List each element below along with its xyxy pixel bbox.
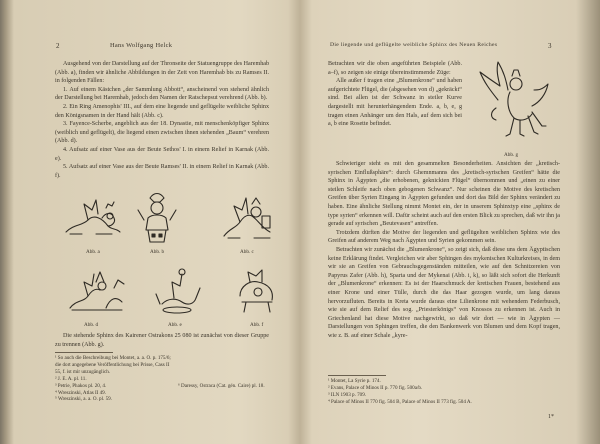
caption-abb-d: Abb. d (84, 322, 99, 328)
paragraph: 5. Aufsatz auf einer Vase aus der Beute Ramses' II. in einem Relief in Karnak (Abb. f). (55, 164, 269, 179)
footnote-rule (328, 375, 386, 376)
footnote: ¹ Montet, La Syrie p. 174. (328, 378, 381, 384)
figure-abb-e (152, 264, 202, 318)
left-page (18, 0, 290, 444)
figure-abb-f (232, 266, 282, 316)
paragraph: Betrachten wir zunächst die „Blumenkrone“, so zeigt sich, daß diese uns dem Ägyptischen keine Erklärung findet. Vergleichen wir aber Sphingen des mykenischen Kulturkreises, in dem wir sie an Greifen von Gebrauchsgegenständen mitteilen, wie auf den Schnitzereien von Papyrus Zafer (Abb. h), Sparta und der Mykenai (Abb. i, k), so läßt sich sofort die Herkunft der „Blumenkrone“ erkennen: Es ist der Haarschmuck der kretischen Frauen, bestehend aus einer Krone und einer Tülle, durch die das Haar gezogen wurde, um lang daraus hervorzufluten. Bereits in Kreta wurde daraus eine Lilienkrone mit wehendem Federbusch, wie sie auf dem Relief des sog. „Priesterkönigs“ von Knossos zu erkennen ist. Auch in Griechenland hat diese Motive nachgewirkt, so daß wir dort — wie in Ägypten — Darstellungen von Sphingen treffen, die den Bankenwerk von Blumen und dem Kopf tragen, wie z. B. auf einer Schale „kyre- (328, 246, 560, 339)
footnote: ¹ So auch die Beschreibung bei Montet, a. a. O. p. 175/6; die dort angegebene Veröffentlichung bei Prisse, Cass II 55, f. ist mir unzugänglich. (55, 355, 171, 375)
right-page (308, 0, 580, 444)
paragraph: 1. Auf einem Kästchen „der Sammlung Abbott“, anscheinend von stehend ähnlich der Darstellung bei Haremhab, jedoch den Namen der Ratschepsut verehrend (Abb. b). (55, 86, 269, 102)
paragraph: 4. Aufsatz auf einer Vase aus der Beute Sethos' I. in einem Relief in Karnak (Abb. e). (55, 146, 269, 162)
footnote: ⁴ Wreszinski, Atlas II 49. (55, 389, 106, 396)
caption-abb-f: Abb. f (250, 322, 264, 328)
footnote: ⁵ Wreszinski, a. a. O. pl. 59. (55, 396, 112, 403)
left-body-text (55, 60, 269, 180)
caption-abb-e: Abb. e (168, 322, 182, 328)
paragraph: Die stehende Sphinx des Kairener Ostrakons 25 080 ist zunächst von dieser Gruppe zu trennen (Abb. g). (55, 333, 269, 348)
running-head-right: Die liegende und geflügelte weibliche Sphinx des Neuen Reiches (330, 42, 498, 48)
footnote: ² J. E. A. pl. 11. (55, 375, 87, 382)
page-number-left: 2 (56, 42, 60, 50)
footnote: ² Evans, Palace of Minos II p. 770 fig. 500a/b. (328, 384, 423, 391)
caption-abb-g: Abb. g (504, 152, 519, 158)
paragraph: 2. Ein Ring Amenophis' III., auf dem eine liegende und geflügelte weibliche Sphinx den Königsnamen in der Hand hält (Abb. c). (55, 103, 269, 119)
figure-abb-a (62, 196, 124, 242)
footnote: ³ ILN 1903 p. 709. (328, 391, 367, 398)
running-head-left: Hans Wolfgang Helck (110, 42, 173, 49)
caption-abb-b: Abb. b (150, 249, 165, 255)
right-footnotes (328, 378, 560, 406)
figure-abb-g (476, 60, 554, 146)
signature-mark: 1* (548, 414, 554, 420)
left-footnotes (55, 355, 173, 403)
paragraph: 3. Fayence-Scherbe, angeblich aus der 18. Dynastie, mit menschenköpfiger Sphinx (weiblich und geflügelt), die liegend einen zwischen ihnen stehenden „Baum“ verehren (Abb. d). (55, 121, 269, 145)
paragraph: Schwieriger steht es mit den gesammelten Besonderheiten. Ansichten der „kretisch-syrischen Einflußsphäre“: durch Ghemnmanns des „kretisch-syrischen Greifen“ hätte die Sphinx in Ägypten „die erhobenen, geknickten Flügel“ übernommen und „einen zu einer steilen Schleife nach oben gebogenen Schwanz“. Nur scheinen die Motive des kretischen Greifen über Syrien Eingang in Ägypten gefunden und dort das Bild der Sphinx verändert zu haben. Eine ähnliche Stellung nimmt Montet ein, der in unserem Sphinxtyp eine „sphinx de type syrien“ erkennen will. Dafür scheint auch auf den ersten Blick zu sprechen, daß wir ihn ja gerade auf syrischen „Beutevasen“ antreffen. (328, 161, 560, 228)
paragraph: Betrachten wir die oben angeführten Beispiele (Abb. a–f), so zeigen sie einige übereinstimmende Züge: (328, 61, 462, 76)
figure-abb-b (136, 190, 178, 246)
footnote-rule (55, 352, 113, 353)
paragraph: Trotzdem dürften die Motive der liegenden und geflügelten weiblichen Sphinx wie des Greifen auf anderem Weg nach Ägypten und Syrien gekommen sein. (328, 229, 560, 245)
right-body-text (328, 160, 560, 340)
right-body-text-narrow (328, 60, 462, 129)
paragraph: Ausgehend von der Darstellung auf der Thronseite der Statuengruppe des Haremhab (Abb. a), finden wir ähnliche Abbildungen in der Zeit von Haremhab bis zu Ramses II. in folgenden Fällen: (55, 61, 269, 85)
page-number-right: 3 (548, 42, 552, 50)
paragraph: Alle außer f tragen eine „Blumenkrone“ und haben aufgerichtete Flügel, die (abgesehen von d) „gekräckt“ sind. Bei allen ist der Schwanz in steiler Kurve dargestellt mit herunterhängendem Ende. a, b, e, g tragen einen Anhänger um den Hals, auf dem sich bei a, b eine Rosette befindet. (328, 78, 462, 128)
caption-abb-a: Abb. a (86, 249, 100, 255)
left-footnote-right-column: ⁶ Daressy, Ostraca (Cat. gén. Caire) pl. 18. (178, 383, 265, 389)
caption-abb-c: Abb. c (240, 249, 254, 255)
left-after-figures-text (55, 332, 269, 349)
figure-abb-c (218, 192, 276, 244)
footnote: ³ Petrie, Phakos pl. 20, 4. (55, 382, 107, 389)
figure-abb-d (66, 268, 128, 316)
footnote: ⁴ Palace of Minos II 770 fig. 504 B, Palace of Minos II 773 fig. 504 A. (328, 398, 472, 405)
